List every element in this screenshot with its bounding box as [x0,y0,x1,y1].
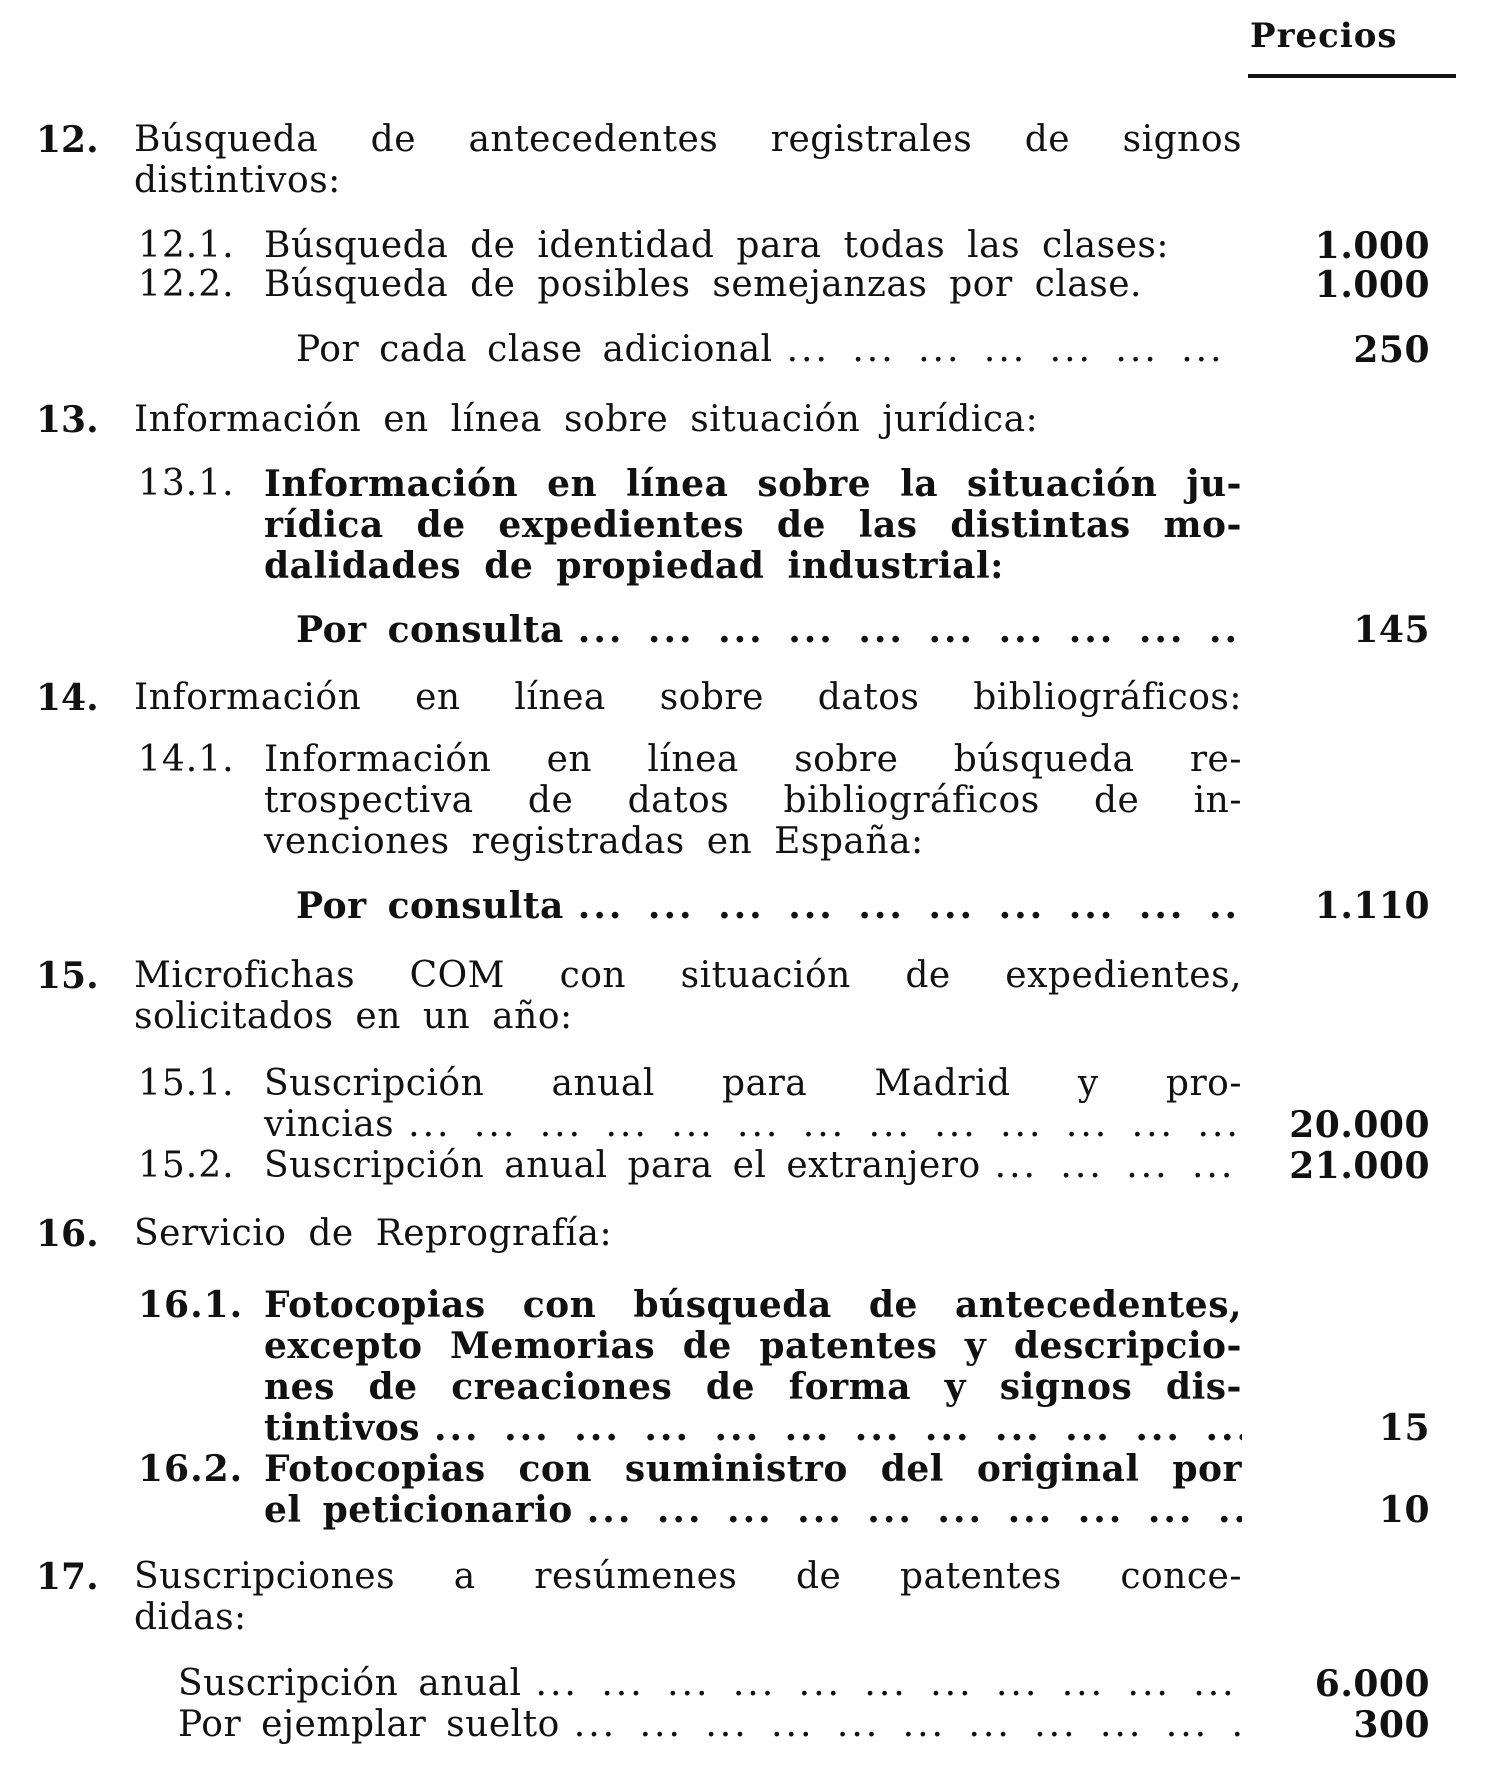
section-title: Búsqueda de antecedentes registrales de signos [134,119,1242,160]
leader-dots [574,1703,1242,1747]
extra-14 [0,884,1500,928]
price: 300 [1353,1704,1430,1746]
extra-12 [0,328,1500,372]
item-12-1 [0,224,1500,268]
item-16-2-line-2 [0,1488,1500,1532]
item-15-2 [0,1144,1500,1188]
item-number: 12.1. [138,225,235,266]
section-number: 12. [36,119,99,161]
item-number: 13.1. [138,463,235,504]
leader-dots [408,1103,1242,1147]
item-text: dalidades de propiedad industrial: [264,545,1004,587]
item-text: el peticionario [264,1489,573,1531]
section-number: 15. [36,955,99,997]
item-13-1-line-2 [0,503,1500,547]
leader-dots [587,1488,1242,1532]
item-text: rídica de expedientes de las distintas mo- [264,504,1242,546]
item-16-1-line-3 [0,1365,1500,1409]
section-title: Suscripciones a resúmenes de patentes conce- [134,1556,1242,1597]
item-16-1-line-2 [0,1324,1500,1368]
item-text: Búsqueda de identidad para todas las clases: [264,225,1170,266]
price: 1.000 [1314,264,1430,306]
item-text: Fotocopias con suministro del original por [264,1448,1242,1490]
section-12-title-line-2 [0,159,1500,203]
extra-17-1 [0,1662,1500,1706]
item-number: 16.1. [138,1284,244,1326]
price: 10 [1378,1489,1430,1531]
price: 15 [1378,1407,1430,1449]
item-14-1-line-2 [0,779,1500,823]
section-14-title [0,676,1500,720]
section-13-title [0,398,1500,442]
item-text: nes de creaciones de forma y signos dis- [264,1366,1242,1408]
column-header-prices: Precios [1250,16,1398,56]
price: 20.000 [1289,1104,1430,1146]
leader-dots [995,1144,1242,1188]
item-text: Suscripción anual para Madrid y pro- [264,1063,1242,1104]
section-title: Información en línea sobre datos bibliográficos: [134,677,1242,718]
section-12-title-line-1 [0,118,1500,162]
item-number: 16.2. [138,1448,244,1490]
section-17-title-line-1 [0,1555,1500,1599]
item-text: vincias [264,1104,395,1145]
item-14-1-line-1 [0,738,1500,782]
item-14-1-line-3 [0,820,1500,864]
price: 1.000 [1314,225,1430,267]
leader-dots [578,608,1242,652]
section-15-title-line-2 [0,995,1500,1039]
item-number: 15.2. [138,1145,235,1186]
item-12-2 [0,263,1500,307]
section-title: Información en línea sobre situación jurídica: [134,399,1039,440]
section-title: Servicio de Reprografía: [134,1213,613,1254]
section-17-title-line-2 [0,1596,1500,1640]
section-title: didas: [134,1597,247,1638]
item-number: 14.1. [138,739,235,780]
section-title: solicitados en un año: [134,996,573,1037]
item-text: excepto Memorias de patentes y descripcio- [264,1325,1242,1367]
item-number: 12.2. [138,264,235,305]
leader-dots [578,884,1242,928]
section-title: Microfichas COM con situación de expedientes, [134,955,1242,996]
item-13-1-line-1 [0,462,1500,506]
section-title: distintivos: [134,160,341,201]
extra-text: Por ejemplar suelto [178,1704,560,1745]
leader-dots [787,328,1242,372]
price: 250 [1353,329,1430,371]
item-16-1-line-1 [0,1283,1500,1327]
extra-text: Por consulta [296,609,564,651]
item-15-1-line-2 [0,1103,1500,1147]
price: 1.110 [1314,885,1430,927]
leader-dots [434,1406,1242,1450]
section-number: 14. [36,677,99,719]
item-text: trospectiva de datos bibliográficos de in- [264,780,1242,821]
extra-text: Por consulta [296,885,564,927]
item-13-1-line-3 [0,544,1500,588]
section-15-title-line-1 [0,954,1500,998]
price: 145 [1353,609,1430,651]
section-number: 13. [36,399,99,441]
item-15-1-line-1 [0,1062,1500,1106]
price: 6.000 [1314,1663,1430,1705]
price: 21.000 [1289,1145,1430,1187]
item-text: Información en línea sobre búsqueda re- [264,739,1242,780]
leader-dots [536,1662,1242,1706]
item-text: Búsqueda de posibles semejanzas por clase. [264,264,1142,305]
item-text: tintivos [264,1407,420,1449]
extra-text: Suscripción anual [178,1663,522,1704]
section-number: 17. [36,1556,99,1598]
item-number: 15.1. [138,1063,235,1104]
item-text: Suscripción anual para el extranjero [264,1145,981,1186]
extra-13 [0,608,1500,652]
item-text: Fotocopias con búsqueda de antecedentes, [264,1284,1242,1326]
item-text: venciones registradas en España: [264,821,924,862]
section-16-title [0,1212,1500,1256]
item-text: Información en línea sobre la situación ju- [264,463,1242,505]
extra-text: Por cada clase adicional [296,329,773,370]
header-rule [1248,74,1456,78]
section-number: 16. [36,1213,99,1255]
item-16-2-line-1 [0,1447,1500,1491]
extra-17-2 [0,1703,1500,1747]
item-16-1-line-4 [0,1406,1500,1450]
